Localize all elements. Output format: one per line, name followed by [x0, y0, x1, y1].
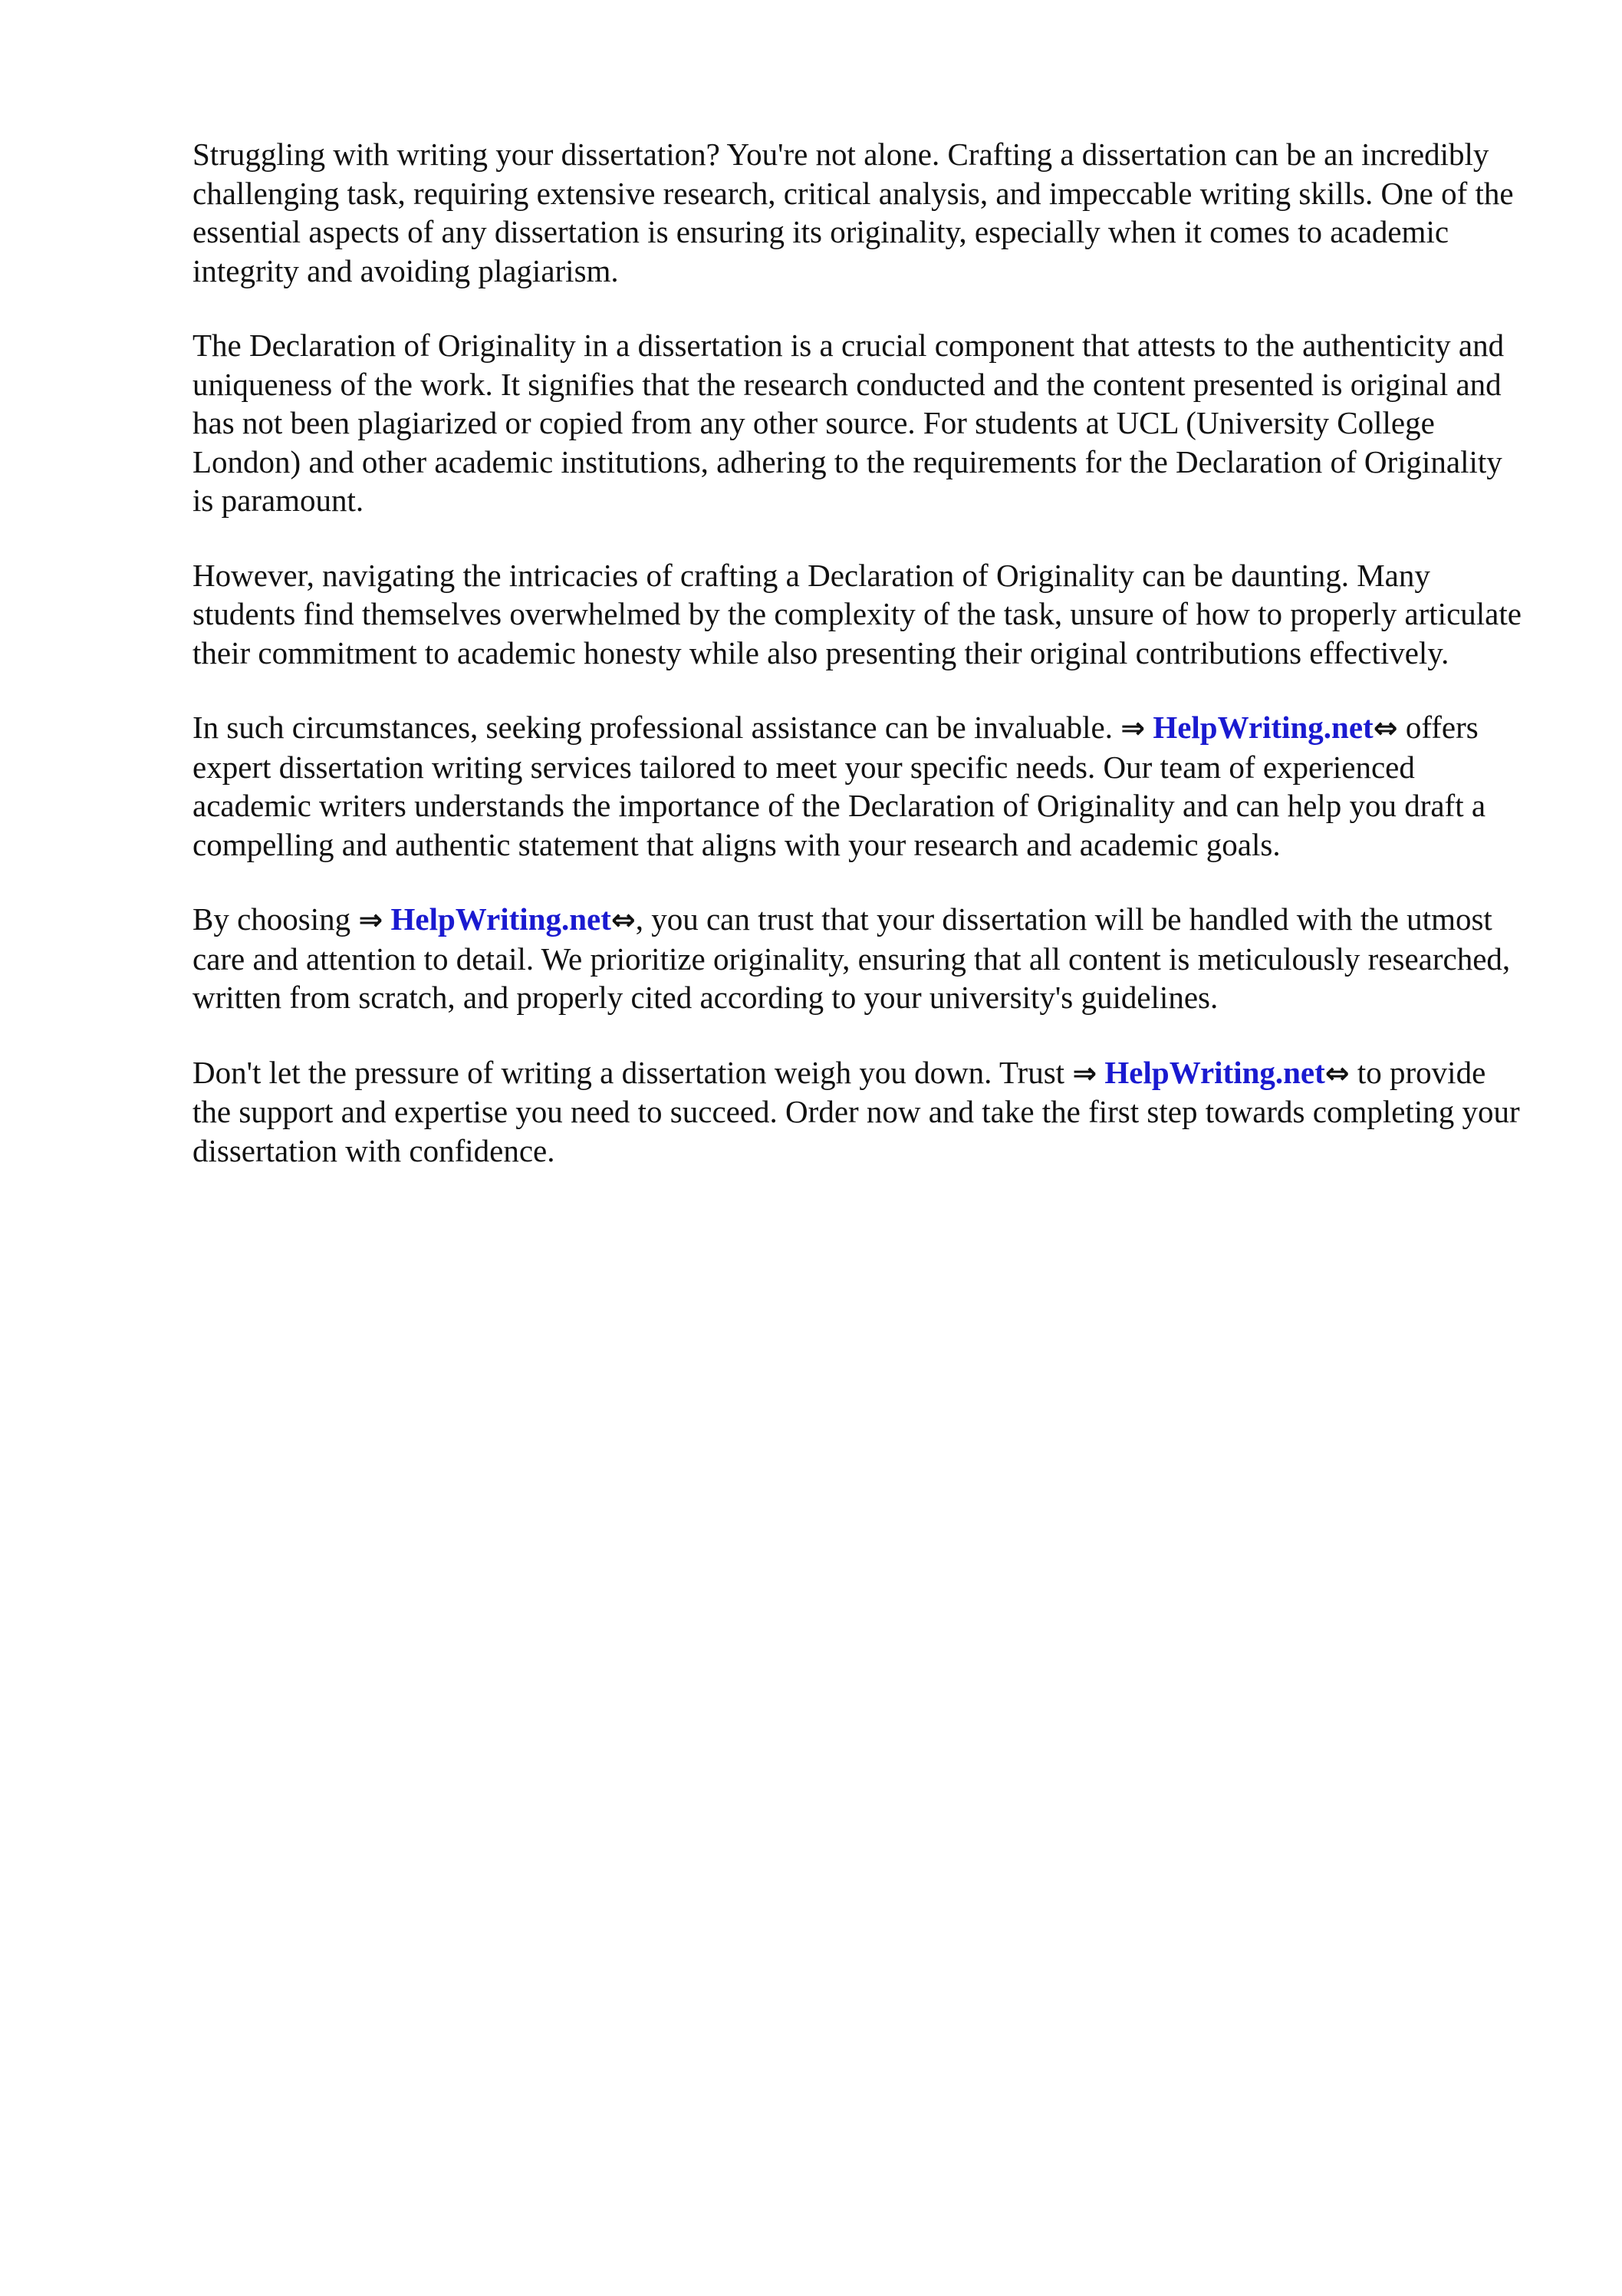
double-arrow-icon: ⇔: [610, 903, 636, 937]
paragraph-text: In such circumstances, seeking professional assistance can be invaluable.: [192, 710, 1121, 745]
paragraph-declaration: The Declaration of Originality in a dissertation is a crucial component that attests to the authenticity and uniqueness of the work. It signifies that the research conducted and the content presented is original and has not been plagiarized or copied from any other source. For students at UCL (University College London) and other academic institutions, adhering to the requirements for the Declaration of Originality is paramount.: [192, 328, 1505, 518]
paragraph-text: Don't let the pressure of writing a dissertation weigh you down. Trust: [192, 1054, 1073, 1090]
paragraph-text: By choosing: [192, 901, 359, 937]
paragraph-assistance: [192, 708, 1523, 864]
helpwriting-link[interactable]: HelpWriting.net: [1153, 710, 1374, 745]
document-body: [192, 135, 1523, 1206]
right-arrow-icon: ⇒: [358, 903, 383, 937]
paragraph-text: , you can trust that your dissertation will be handled with the utmost care and attention to detail. We prioritize originality, ensuring that all content is meticulously researched, written from scratch, and properly cited according to your university's guidelines.: [192, 901, 1511, 1015]
helpwriting-link[interactable]: HelpWriting.net: [390, 901, 611, 937]
paragraph-challenges: However, navigating the intricacies of crafting a Declaration of Originality can be daunting. Many students find themselves overwhelmed by the complexity of the task, unsure of how to properly articulate their commitment to academic honesty while also presenting their original contributions effectively.: [192, 557, 1522, 670]
right-arrow-icon: ⇒: [1120, 711, 1146, 745]
double-arrow-icon: ⇔: [1324, 1056, 1350, 1090]
helpwriting-link[interactable]: HelpWriting.net: [1104, 1054, 1325, 1090]
paragraph-closing: [192, 1053, 1523, 1171]
paragraph-text: offers expert dissertation writing services tailored to meet your specific needs. Our team of experienced academic writers understands the importance of the Declaration of Originality and can help you draft a compelling and authentic statement that aligns with your research and academic goals.: [192, 710, 1486, 862]
paragraph-text: to provide the support and expertise you need to succeed. Order now and take the first step towards completing your dissertation with confidence.: [192, 1054, 1520, 1168]
double-arrow-icon: ⇔: [1373, 711, 1398, 745]
paragraph-intro: Struggling with writing your dissertation? You're not alone. Crafting a dissertation can be an incredibly challenging task, requiring extensive research, critical analysis, and impeccable writing skills. One of the essential aspects of any dissertation is ensuring its originality, especially when it comes to academic integrity and avoiding plagiarism.: [192, 137, 1514, 288]
right-arrow-icon: ⇒: [1072, 1056, 1097, 1090]
paragraph-choosing: [192, 900, 1523, 1017]
